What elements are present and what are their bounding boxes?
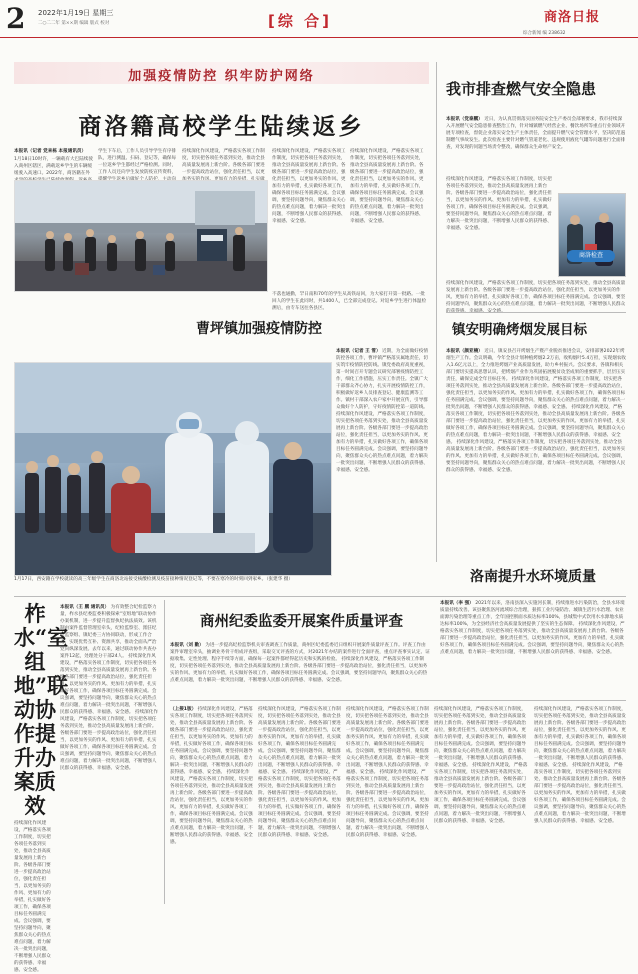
gas-photo-tag: 商洛检查: [567, 250, 615, 262]
caoping-article-title: 曹坪镇加强疫情防控: [196, 321, 322, 337]
continued-col5-text: 持续深化作风建设，严格落实各项工作制度，切实把各项任务落到实处，推动全县高质量发展再上新台阶。各级各部门要进一步提高政治站位，强化责任担当，以更加务实的作风、更加有力的举措，扎实做好各项工作，确保各项目标任务圆满完成。会议强调，要坚持问题导向，聚焦群众关心的热点难点问题，着力解决一批突出问题，不断增强人民群众的获得感、幸福感、安全感。: [534, 707, 626, 768]
zhashui-article-body: [60, 604, 160, 904]
continued-col4-text: 持续深化作风建设，严格落实各项工作制度，切实把各项任务落到实处，推动全县高质量发展再上新台阶。各级各部门要进一步提高政治站位，强化责任担当，以更加务实的作风、更加有力的举措，扎实做好各项工作，确保各项目标任务圆满完成。会议强调，要坚持问题导向，聚焦群众关心的热点难点问题，着力解决一批突出问题，不断增强人民群众的获得感、幸福感、安全感。: [434, 707, 526, 768]
zhashui-left-tail: 持续深化作风建设，严格落实各项工作制度，切实把各项任务落到实处，推动全县高质量发展再上新台阶。各级各部门要进一步提高政治站位，强化责任担当，以更加务实的作风、更加有力的举措，扎实做好各项工作，确保各项目标任务圆满完成。会议强调，要坚持问题导向，聚焦群众关心的热点难点问题，着力解决一批突出问题，不断增强人民群众的获得感、幸福感、安全感。: [14, 821, 51, 973]
gas-body: 近日，为认真贯彻落实国务院安全生产委员会部署要求，我市持续深入开展燃气安全隐患排查整治工作，针对城镇燃气经营企业、餐饮场所等重点行业领域开展专项检查，督促企业落实安全生产主体责任，全面提升燃气安全管理水平，坚决防范遏制燃气事故发生。此次检查主要针对燃气管道老化、违规使用液化气罐等问题进行全面排查，对发现的问题当场责令整改，确保群众生命财产安全。: [446, 117, 626, 150]
topic-banner: [14, 62, 429, 84]
tobacco-body-cont2: 持续深化作风建设，严格落实各项工作制度，切实把各项任务落到实处，推动全县高质量发展再上新台阶。各级各部门要进一步提高政治站位，强化责任担当，以更加务实的作风、更加有力的举措，扎实做好各项工作，确保各项目标任务圆满完成。会议强调，要坚持问题导向，聚焦群众关心的热点难点问题，着力解决一批突出问题，不断增强人民群众的获得感、幸福感、安全感。: [446, 405, 626, 445]
zhashui-body-cont: 持续深化作风建设，严格落实各项工作制度，切实把各项任务落到实处，推动全县高质量发展再上新台阶。各级各部门要进一步提高政治站位，强化责任担当，以更加务实的作风、更加有力的举措，扎实做好各项工作，确保各项目标任务圆满完成。会议强调，要坚持问题导向，聚焦群众关心的热点难点问题，着力解决一批突出问题，不断增强人民群众的获得感、幸福感、安全感。: [60, 654, 157, 715]
airport-photo-art: [15, 181, 267, 291]
mid-column-text: 学生下车后，工作人员引导学生有序排队，进行测温、扫码、登记等，确保每一位返乡学生都经过严格检测。同时，工作人员还向学生发放防疫宣传资料，: [98, 149, 177, 175]
luonan-article-body: [440, 600, 626, 696]
shangzhou-byline: 本报讯（刘 勤）: [170, 643, 204, 648]
page-number: 2: [6, 2, 26, 35]
tobacco-byline: 本报讯（颜亚楠）: [446, 349, 483, 354]
continued-col5: [534, 706, 626, 904]
column-divider-right: [436, 62, 437, 562]
header-rule: [0, 37, 638, 38]
zhashui-article-left-tail: [14, 820, 54, 973]
lead-body-col2: [98, 148, 178, 176]
testing-photo-caption: 1月17日，西安籍在学校就读的高三年级学生在商洛北站接受核酸检测及疫苗接种情况登记等，不要在寒冷的时刻回到家乡。（张建华 摄）: [14, 577, 293, 582]
continued-col3-text2: 持续深化作风建设，严格落实各项工作制度，切实把各项任务落到实处，推动全县高质量发展再上新台阶。各级各部门要进一步提高政治站位，强化责任担当，以更加务实的作风、更加有力的举措，扎实做好各项工作，确保各项目标任务圆满完成。会议强调，要坚持问题导向，聚焦群众关心的热点难点问题，着力解决一批突出问题，不断增强人民群众的获得感、幸福感、安全感。: [346, 770, 429, 838]
zhashui-byline: 本报讯（王 鹏 通讯员）: [60, 605, 110, 610]
gas-article-body-left: [446, 176, 552, 276]
continued-col4-text2: 持续深化作风建设，严格落实各项工作制度，切实把各项任务落到实处，推动全县高质量发展再上新台阶。各级各部门要进一步提高政治站位，强化责任担当，以更加务实的作风、更加有力的举措，扎实做好各项工作，确保各项目标任务圆满完成。会议强调，要坚持问题导向，聚焦群众关心的热点难点问题，着力解决一批突出问题，不断增强人民群众的获得感、幸福感、安全感。: [434, 763, 528, 824]
caoping-body: 近期，为全面做好疫情防控各项工作，曹坪镇严格落实属地责任，切实筑牢疫情防控防线。镇党委政府高度重视，第一时间召开专题会议研究部署疫情防控工作，细化工作措施，压实工作责任。全镇广大干部群众齐心协力，扎实开展疫情防控工作，积极做好返乡人员排查登记、健康监测等工作。镇村干部深入农户家中开展宣传，引导群众做好个人防护，守好疫情防控第一道防线。: [336, 349, 428, 410]
zhashui-vertical-title: 柞水“室组地”联动协作提升办案质效: [14, 601, 69, 818]
lead-body-col5: [350, 148, 428, 288]
caoping-article-body: [336, 348, 430, 560]
tobacco-body-cont: 持续深化作风建设，严格落实各项工作制度，切实把各项任务落到实处，推动全县高质量发展再上新台阶。各级各部门要进一步提高政治站位，强化责任担当，以更加务实的作风、更加有力的举措，扎实做好各项工作，确保各项目标任务圆满完成。会议强调，要坚持问题导向，聚焦群众关心的热点难点问题，着力解决一批突出问题，不断增强人民群众的获得感、幸福感、安全感。: [446, 377, 626, 410]
divider-continued-section: [170, 700, 626, 701]
column-divider-bottom-left: [164, 600, 165, 904]
topic-banner-text: 加强疫情防控 织牢防护网络: [128, 69, 315, 84]
continued-label: （上接1版）: [170, 707, 197, 712]
filler-col5: 持续深化作风建设，严格落实各项工作制度，切实把各项任务落到实处，推动全县高质量发展再上新台阶。各级各部门要进一步提高政治站位，强化责任担当，以更加务实的作风、更加有力的举措，扎实做好各项工作，确保各项目标任务圆满完成。会议强调，要坚持问题导向，聚焦群众关心的热点难点问题，着力解决一批突出问题，不断增强人民群众的获得感、幸福感、安全感。: [350, 149, 424, 224]
luonan-article-title: 洛南提升水环境质量: [470, 569, 596, 585]
gas-article-title: 我市排查燃气安全隐患: [446, 80, 597, 98]
tobacco-body: 近日，镇安县召开烤烟生产暨产业脱贫推进会议，安排部署2022年烤烟生产工作。会议明确，今年全县计划种植烤烟2.2万亩，收购烟叶5.4万担，实现烟农收入1.6亿元以上，全力推进烤烟产业高质量发展，助力乡村振兴。会议要求，各镇和相关部门要切实提高思想认识，把烤烟产业作为巩固拓展脱贫攻坚成果的重要抓手，层层压实责任，确保完成全年目标任务。: [446, 349, 626, 382]
continued-col3-text: 持续深化作风建设，严格落实各项工作制度，切实把各项任务落到实处，推动全县高质量发展再上新台阶。各级各部门要进一步提高政治站位，强化责任担当，以更加务实的作风、更加有力的举措，扎实做好各项工作，确保各项目标任务圆满完成。会议强调，要坚持问题导向，聚焦群众关心的热点难点问题，着力解决一批突出问题，不断增强人民群众的获得感、幸福感、安全感。: [346, 707, 429, 775]
shangzhou-body-cont: 持续深化作风建设，严格落实各项工作制度，切实把各项任务落到实处，推动全县高质量发展再上新台阶。各级各部门要进一步提高政治站位，强化责任担当，以更加务实的作风、更加有力的举措，扎实做好各项工作，确保各项目标任务圆满完成。会议强调，要坚持问题导向，聚焦群众关心的热点难点问题，着力解决一批突出问题，不断增强人民群众的获得感、幸福感、安全感。: [170, 657, 428, 683]
lead-body-col3: [182, 148, 266, 176]
gas-inspection-art: [559, 194, 625, 276]
continued-col3: [346, 706, 430, 904]
continued-col5-text2: 持续深化作风建设，严格落实各项工作制度，切实把各项任务落到实处，推动全县高质量发展再上新台阶。各级各部门要进一步提高政治站位，强化责任担当，以更加务实的作风、更加有力的举措，扎实做好各项工作，确保各项目标任务圆满完成。会议强调，要坚持问题导向，聚焦群众关心的热点难点问题，着力解决一批突出问题，不断增强人民群众的获得感、幸福感、安全感。: [534, 763, 626, 824]
continued-col2-text: 持续深化作风建设，严格落实各项工作制度，切实把各项任务落到实处，推动全县高质量发展再上新台阶。各级各部门要进一步提高政治站位，强化责任担当，以更加务实的作风、更加有力的举措，扎实做好各项工作，确保各项目标任务圆满完成。会议强调，要坚持问题导向，聚焦群众关心的热点难点问题，着力解决一批突出问题，不断增强人民群众的获得感、幸福感、安全感。: [258, 707, 341, 775]
editor-line: 综合新闻 编 238632: [523, 31, 566, 36]
lead-tail-text: [272, 291, 428, 313]
tobacco-article-title: 镇安明确烤烟发展目标: [452, 322, 587, 338]
filler-col4: 持续深化作风建设，严格落实各项工作制度，切实把各项任务落到实处，推动全县高质量发展再上新台阶。各级各部门要进一步提高政治站位，强化责任担当，以更加务实的作风、更加有力的举措，扎实做好各项工作，确保各项目标任务圆满完成。会议强调，要坚持问题导向，聚焦群众关心的热点难点问题，着力解决一批突出问题，不断增强人民群众的获得感、幸福感、安全感。: [272, 149, 346, 224]
tobacco-body-cont3: 持续深化作风建设，严格落实各项工作制度，切实把各项任务落到实处，推动全县高质量发展再上新台阶。各级各部门要进一步提高政治站位，强化责任担当，以更加务实的作风、更加有力的举措，扎实做好各项工作，确保各项目标任务圆满完成。会议强调，要坚持问题导向，聚焦群众关心的热点难点问题，着力解决一批突出问题，不断增强人民群众的获得感、幸福感、安全感。: [446, 440, 626, 473]
continued-col1: [170, 706, 254, 904]
continued-col1-text2: 持续深化作风建设，严格落实各项工作制度，切实把各项任务落到实处，推动全县高质量发展再上新台阶。各级各部门要进一步提高政治站位，强化责任担当，以更加务实的作风、更加有力的举措，扎实做好各项工作，确保各项目标任务圆满完成。会议强调，要坚持问题导向，聚焦群众关心的热点难点问题，着力解决一批突出问题，不断增强人民群众的获得感、幸福感、安全感。: [170, 770, 253, 845]
luonan-body-cont: 持续深化作风建设，严格落实各项工作制度，切实把各项任务落到实处，推动全县高质量发展再上新台阶。各级各部门要进一步提高政治站位，强化责任担当，以更加务实的作风、更加有力的举措，扎实做好各项工作，确保各项目标任务圆满完成。会议强调，要坚持问题导向，聚焦群众关心的热点难点问题，着力解决一批突出问题，不断增强人民群众的获得感、幸福感、安全感。: [440, 622, 625, 655]
filler-col3: 持续深化作风建设，严格落实各项工作制度，切实把各项任务落到实处，推动全县高质量发展再上新台阶。各级各部门要进一步提高政治站位，强化责任担当，以更: [182, 149, 265, 175]
lead-body-col1: [14, 156, 94, 176]
continued-col2: [258, 706, 342, 904]
gas-byline: 本报讯（党泰鹏）: [446, 117, 483, 122]
tobacco-article-body: [446, 348, 626, 552]
divider-bottom-section: [14, 596, 626, 597]
caoping-body-cont: 持续深化作风建设，严格落实各项工作制度，切实把各项任务落到实处，推动全县高质量发展再上新台阶。各级各部门要进一步提高政治站位，强化责任担当，以更加务实的作风、更加有力的举措，扎实做好各项工作，确保各项目标任务圆满完成。会议强调，要坚持问题导向，聚焦群众关心的热点难点问题，着力解决一批突出问题，不断增强人民群众的获得感、幸福感、安全感。: [336, 412, 428, 473]
zhashui-body: 为有效整合纪检监察力量，柞水县纪委监委积极探索“室组地”联动协作办案机制，进一步提升监督执纪执法质效。该机制由案件监督管理室牵头，纪检监察室、派驻纪检监察组、镇纪委三方协同联动，形成工作合力，实现优势互补、资源共享，推动全面从严治党向纵深发展。去年以来，通过联动协作共查办案件12起，处理处分干部24人。: [60, 605, 157, 659]
testing-photo-art: [15, 363, 331, 575]
main-headline: 商洛籍高校学生陆续返乡: [78, 113, 365, 140]
luonan-body: 2021年以来，洛南县深入实施河长制，持续推进水污染防治，全县水环境质量持续改善。该县聚焦洛河流域综合治理，狠抓工业污染防治、城镇生活污水治理、农业面源污染治理等重点工作，全年国控断面水质达标率100%，县城集中式饮用水水源地水质达标率100%，为全县经济社会高质量发展提供了坚实的生态保障。: [440, 601, 625, 627]
gas-body-tail: 持续深化作风建设，严格落实各项工作制度，切实把各项任务落到实处，推动全县高质量发展再上新台阶。各级各部门要进一步提高政治站位，强化责任担当，以更加务实的作风、更加有力的举措，扎实做好各项工作，确保各项目标任务圆满完成。会议强调，要坚持问题导向，聚焦群众关心的热点难点问题，着力解决一批突出问题，不断增强人民群众: [446, 281, 626, 307]
gas-article-body-bottom: [446, 280, 626, 310]
lead-body-col4: [272, 148, 346, 288]
continued-col1-text: 持续深化作风建设，严格落实各项工作制度，切实把各项任务落到实处，推动全县高质量发展再上新台阶。各级各部门要进一步提高政治站位，强化责任担当，以更加务实的作风、更加有力的举措，扎实做好各项工作，确保各项目标任务圆满完成。会议强调，要坚持问题导向，聚焦群众关心的热点难点问题，着力解决一批突出问题，不断增强人民群众的获得感、幸福感、安全感。: [170, 707, 253, 775]
issue-date: 2022年1月19日 星期三: [38, 9, 114, 17]
section-label: [综 合]: [268, 12, 332, 30]
continued-col4: [434, 706, 530, 904]
issue-subline: 二○二二年 第××期 编辑 版式 校对: [38, 21, 110, 26]
divider-gas-lock: [446, 312, 626, 313]
airport-photo: [14, 180, 268, 292]
shangzhou-article-title: 商州纪委监委开展案件质量评查: [200, 613, 403, 630]
continued-col2-text2: 持续深化作风建设，严格落实各项工作制度，切实把各项任务落到实处，推动全县高质量发展再上新台阶。各级各部门要进一步提高政治站位，强化责任担当，以更加务实的作风、更加有力的举措，扎实做好各项工作，确保各项目标任务圆满完成。会议强调，要坚持问题导向，聚焦群众关心的热点难点问题，着力解决一批突出问题，不断增强人民群众的获得感、幸福感、安全感。: [258, 770, 341, 838]
gas-body-cont: 持续深化作风建设，严格落实各项工作制度，切实把各项任务落到实处，推动全县高质量发展再上新台阶。各级各部门要进一步提高政治站位，强化责任担当，以更加务实的作风、更加有力的举措，扎实做好各项工作，确保各项目标任务圆满完成。会议强调，要坚持问题导向，聚焦群众关心的热点难点问题，着力解决一批突出问题，不断增强人民群众的获得感、幸福感、安全感。: [446, 177, 552, 231]
caoping-byline: 本报讯（记者 王 雪）: [336, 349, 381, 354]
zhashui-body-cont2: 持续深化作风建设，严格落实各项工作制度，切实把各项任务落到实处，推动全县高质量发展再上新台阶。各级各部门要进一步提高政治站位，强化责任担当，以更加务实的作风、更加有力的举措，扎实做好各项工作，确保各项目标任务圆满完成。会议强调，要坚持问题导向，聚焦群众关心的热点难点问题，着力解决一批突出问题，不断增强人民群众的获得感、幸福感、安全感。: [60, 710, 158, 771]
testing-photo: [14, 362, 332, 576]
gas-article-body-top: [446, 116, 626, 172]
lead-body: 1月18日10时许，一辆载有大巴陆续驶入商州区辖区，满载返乡学生的车辆缓缓驶入高速口。2022年，商洛籍在外: [14, 157, 93, 176]
luonan-byline: 本报讯（李 强）: [440, 601, 474, 606]
lead-byline: 本报讯（记者 党来栋 本报通讯员）: [14, 149, 87, 154]
right-tail-text: 不落也通勤，罕日南和70年的学生从高铁站回，为大家打开第一批路。一批回人的学生在此同时，共1400人，已全部完成登记。对返乡学生进行体温检测后，由专车送往各县区。: [272, 292, 427, 311]
newspaper-logo: 商洛日报: [544, 10, 601, 25]
shangzhou-body: 为进一步提高纪检监察机关审查调查工作质量，商州区纪委监委近日组织开展案件质量评查工作。评查工作由案件审理室牵头，抽调业务骨干组成评查组，采取交叉评查的方式，对2021年办结的案件进行全面评查，重点评查事实认定、证据收集、定性处理、程序手续等方面，确保每一起案件都经得起历史和实践的检验。: [170, 643, 430, 662]
gas-inspection-photo: [558, 193, 626, 277]
shangzhou-article-body: [170, 642, 430, 696]
